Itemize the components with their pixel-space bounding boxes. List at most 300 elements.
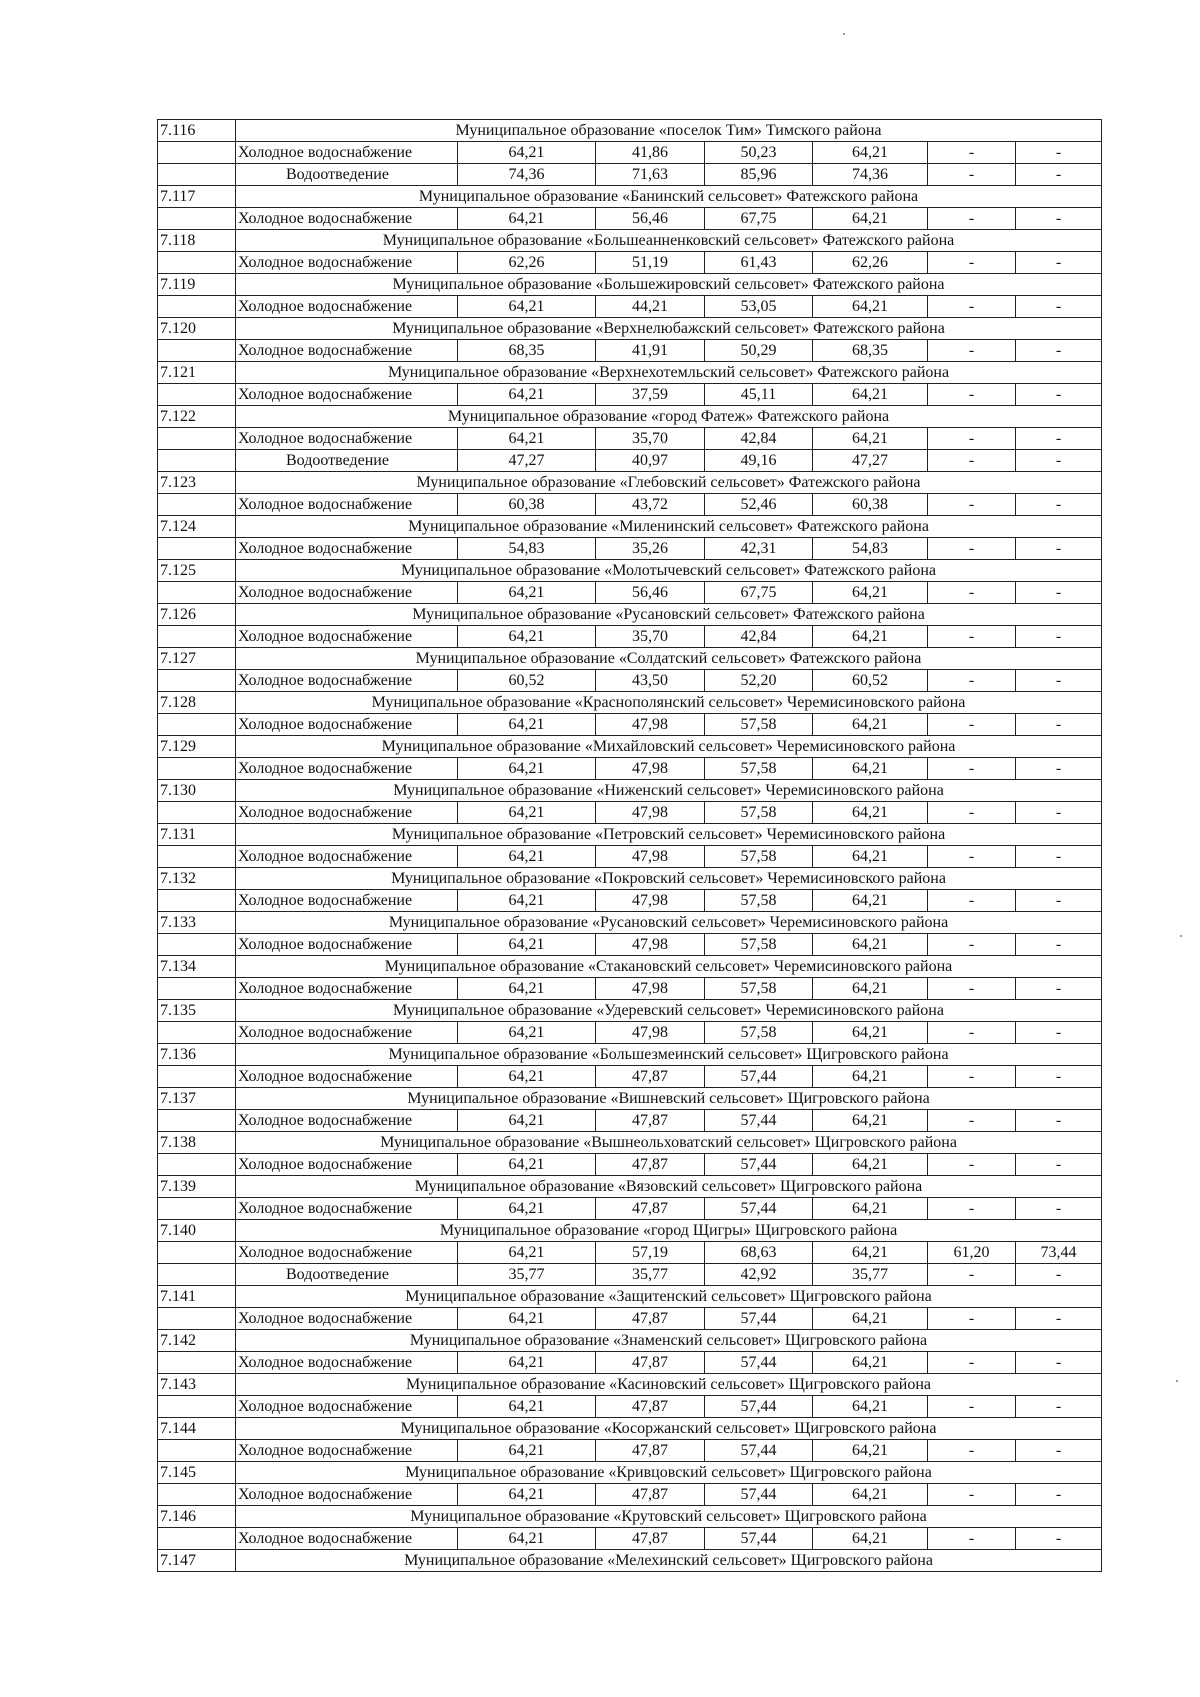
tariff-value: 47,87	[596, 1066, 705, 1088]
tariff-value: 60,52	[813, 670, 928, 692]
service-name: Холодное водоснабжение	[236, 714, 458, 736]
tariff-value: -	[1016, 1484, 1102, 1506]
tariff-value: 47,87	[596, 1308, 705, 1330]
empty-number-cell	[158, 142, 236, 164]
tariff-value: 64,21	[458, 1396, 596, 1418]
tariff-value: 47,27	[813, 450, 928, 472]
service-name: Холодное водоснабжение	[236, 1110, 458, 1132]
table-row	[158, 208, 1102, 230]
section-header-row	[158, 1330, 1102, 1352]
tariff-value: -	[928, 802, 1016, 824]
section-number: 7.133	[158, 912, 236, 934]
tariff-value: 35,77	[813, 1264, 928, 1286]
tariff-value: 64,21	[458, 802, 596, 824]
tariff-value: 42,92	[705, 1264, 813, 1286]
tariff-value: 64,21	[458, 384, 596, 406]
tariff-value: 47,87	[596, 1440, 705, 1462]
service-name: Холодное водоснабжение	[236, 1528, 458, 1550]
tariff-value: 64,21	[813, 890, 928, 912]
section-number: 7.138	[158, 1132, 236, 1154]
section-header-row	[158, 1132, 1102, 1154]
service-name: Холодное водоснабжение	[236, 340, 458, 362]
tariff-value: -	[1016, 846, 1102, 868]
section-number: 7.146	[158, 1506, 236, 1528]
tariff-value: -	[928, 384, 1016, 406]
scan-speck	[843, 33, 845, 35]
section-title: Муниципальное образование «Солдатский сельсовет» Фатежского района	[236, 648, 1102, 670]
tariff-value: 42,84	[705, 626, 813, 648]
service-name: Водоотведение	[236, 164, 458, 186]
section-title: Муниципальное образование «Краснополянский сельсовет» Черемисиновского района	[236, 692, 1102, 714]
tariff-value: 68,35	[813, 340, 928, 362]
empty-number-cell	[158, 890, 236, 912]
tariff-value: 52,20	[705, 670, 813, 692]
tariff-value: 64,21	[813, 1352, 928, 1374]
tariff-value: 47,87	[596, 1198, 705, 1220]
tariff-value: 57,58	[705, 714, 813, 736]
table-row	[158, 450, 1102, 472]
table-row	[158, 164, 1102, 186]
service-name: Холодное водоснабжение	[236, 252, 458, 274]
tariff-value: -	[928, 1484, 1016, 1506]
section-header-row	[158, 1044, 1102, 1066]
tariff-value: -	[928, 978, 1016, 1000]
section-title: Муниципальное образование «Миленинский сельсовет» Фатежского района	[236, 516, 1102, 538]
service-name: Водоотведение	[236, 450, 458, 472]
section-number: 7.123	[158, 472, 236, 494]
table-row	[158, 1484, 1102, 1506]
tariff-value: -	[928, 296, 1016, 318]
tariff-value: -	[1016, 340, 1102, 362]
section-title: Муниципальное образование «Глебовский сельсовет» Фатежского района	[236, 472, 1102, 494]
tariff-value: -	[1016, 296, 1102, 318]
service-name: Холодное водоснабжение	[236, 1198, 458, 1220]
tariff-value: 57,44	[705, 1528, 813, 1550]
tariff-value: 64,21	[813, 428, 928, 450]
section-title: Муниципальное образование «Вязовский сельсовет» Щигровского района	[236, 1176, 1102, 1198]
tariff-value: -	[928, 164, 1016, 186]
service-name: Холодное водоснабжение	[236, 538, 458, 560]
service-name: Холодное водоснабжение	[236, 1396, 458, 1418]
section-header-row	[158, 824, 1102, 846]
tariff-value: 41,91	[596, 340, 705, 362]
table-row	[158, 714, 1102, 736]
section-number: 7.121	[158, 362, 236, 384]
section-title: Муниципальное образование «Мелехинский сельсовет» Щигровского района	[236, 1550, 1102, 1572]
tariff-value: -	[1016, 934, 1102, 956]
tariff-value: 47,98	[596, 758, 705, 780]
section-title: Муниципальное образование «Покровский сельсовет» Черемисиновского района	[236, 868, 1102, 890]
tariff-value: 45,11	[705, 384, 813, 406]
tariff-value: 57,58	[705, 934, 813, 956]
tariff-value: -	[1016, 428, 1102, 450]
tariff-value: -	[928, 1440, 1016, 1462]
tariff-value: -	[1016, 626, 1102, 648]
table-row	[158, 1396, 1102, 1418]
section-header-row	[158, 406, 1102, 428]
tariff-value: 64,21	[813, 1022, 928, 1044]
tariff-value: 43,50	[596, 670, 705, 692]
tariff-value: -	[928, 1396, 1016, 1418]
tariff-value: 57,44	[705, 1484, 813, 1506]
tariff-value: 64,21	[813, 1154, 928, 1176]
service-name: Холодное водоснабжение	[236, 428, 458, 450]
tariff-value: 68,35	[458, 340, 596, 362]
section-number: 7.116	[158, 120, 236, 142]
tariff-value: 50,23	[705, 142, 813, 164]
section-title: Муниципальное образование «Петровский сельсовет» Черемисиновского района	[236, 824, 1102, 846]
tariff-value: -	[1016, 1308, 1102, 1330]
section-title: Муниципальное образование «Банинский сельсовет» Фатежского района	[236, 186, 1102, 208]
service-name: Холодное водоснабжение	[236, 802, 458, 824]
tariff-value: 57,19	[596, 1242, 705, 1264]
section-header-row	[158, 1176, 1102, 1198]
tariff-value: 50,29	[705, 340, 813, 362]
tariff-value: 64,21	[458, 208, 596, 230]
section-number: 7.137	[158, 1088, 236, 1110]
section-number: 7.128	[158, 692, 236, 714]
tariff-value: -	[1016, 538, 1102, 560]
tariff-value: 42,84	[705, 428, 813, 450]
table-row	[158, 890, 1102, 912]
section-title: Муниципальное образование «Верхнехотемльский сельсовет» Фатежского района	[236, 362, 1102, 384]
section-number: 7.119	[158, 274, 236, 296]
service-name: Холодное водоснабжение	[236, 978, 458, 1000]
empty-number-cell	[158, 846, 236, 868]
tariff-value: 64,21	[458, 1154, 596, 1176]
table-row	[158, 1440, 1102, 1462]
tariff-value: -	[928, 890, 1016, 912]
empty-number-cell	[158, 802, 236, 824]
section-title: Муниципальное образование «Большеанненковский сельсовет» Фатежского района	[236, 230, 1102, 252]
tariff-value: 64,21	[458, 582, 596, 604]
service-name: Холодное водоснабжение	[236, 582, 458, 604]
table-row	[158, 1198, 1102, 1220]
empty-number-cell	[158, 1396, 236, 1418]
tariff-value: 57,44	[705, 1110, 813, 1132]
section-title: Муниципальное образование «Большезмеинский сельсовет» Щигровского района	[236, 1044, 1102, 1066]
tariff-value: 64,21	[458, 1528, 596, 1550]
tariff-value: 43,72	[596, 494, 705, 516]
tariff-value: 64,21	[458, 978, 596, 1000]
tariff-value: -	[1016, 758, 1102, 780]
section-header-row	[158, 868, 1102, 890]
tariff-value: 64,21	[813, 714, 928, 736]
tariff-value: 57,58	[705, 758, 813, 780]
tariff-value: -	[1016, 494, 1102, 516]
service-name: Холодное водоснабжение	[236, 1022, 458, 1044]
section-header-row	[158, 648, 1102, 670]
tariff-value: 57,44	[705, 1352, 813, 1374]
section-title: Муниципальное образование «Защитенский сельсовет» Щигровского района	[236, 1286, 1102, 1308]
section-title: Муниципальное образование «Русановский сельсовет» Фатежского района	[236, 604, 1102, 626]
section-title: Муниципальное образование «Вышнеольховатский сельсовет» Щигровского района	[236, 1132, 1102, 1154]
section-header-row	[158, 1000, 1102, 1022]
table-row	[158, 384, 1102, 406]
tariff-value: 47,27	[458, 450, 596, 472]
tariff-value: 64,21	[458, 1484, 596, 1506]
tariff-value: -	[928, 428, 1016, 450]
tariff-value: -	[928, 714, 1016, 736]
tariff-value: -	[928, 1022, 1016, 1044]
tariff-value: 64,21	[813, 582, 928, 604]
empty-number-cell	[158, 1264, 236, 1286]
section-title: Муниципальное образование «Стакановский сельсовет» Черемисиновского района	[236, 956, 1102, 978]
section-number: 7.125	[158, 560, 236, 582]
tariff-value: 64,21	[813, 846, 928, 868]
tariff-value: 64,21	[813, 384, 928, 406]
empty-number-cell	[158, 626, 236, 648]
section-header-row	[158, 1418, 1102, 1440]
tariff-value: 64,21	[458, 296, 596, 318]
tariff-value: 47,98	[596, 1022, 705, 1044]
tariff-value: 40,97	[596, 450, 705, 472]
table-row	[158, 978, 1102, 1000]
tariff-value: 60,38	[813, 494, 928, 516]
tariff-value: -	[1016, 142, 1102, 164]
tariff-value: 57,58	[705, 890, 813, 912]
tariff-value: 64,21	[458, 1066, 596, 1088]
tariff-value: -	[928, 1066, 1016, 1088]
tariff-value: -	[1016, 450, 1102, 472]
tariff-value: -	[1016, 164, 1102, 186]
empty-number-cell	[158, 1198, 236, 1220]
section-number: 7.117	[158, 186, 236, 208]
table-row	[158, 494, 1102, 516]
service-name: Холодное водоснабжение	[236, 296, 458, 318]
tariff-value: -	[1016, 890, 1102, 912]
empty-number-cell	[158, 340, 236, 362]
table-row	[158, 1066, 1102, 1088]
section-number: 7.134	[158, 956, 236, 978]
tariff-value: -	[1016, 1110, 1102, 1132]
tariff-value: 57,44	[705, 1066, 813, 1088]
tariff-value: 47,98	[596, 714, 705, 736]
tariff-value: -	[928, 208, 1016, 230]
tariff-value: 52,46	[705, 494, 813, 516]
tariff-value: 57,44	[705, 1396, 813, 1418]
tariff-table	[157, 119, 1102, 1572]
tariff-value: 64,21	[458, 1198, 596, 1220]
section-number: 7.131	[158, 824, 236, 846]
section-header-row	[158, 736, 1102, 758]
tariff-value: -	[1016, 1352, 1102, 1374]
tariff-value: 35,77	[458, 1264, 596, 1286]
tariff-value: 64,21	[458, 428, 596, 450]
section-number: 7.126	[158, 604, 236, 626]
tariff-value: -	[1016, 670, 1102, 692]
section-number: 7.132	[158, 868, 236, 890]
tariff-value: -	[1016, 714, 1102, 736]
section-header-row	[158, 274, 1102, 296]
service-name: Холодное водоснабжение	[236, 1242, 458, 1264]
table-row	[158, 582, 1102, 604]
section-title: Муниципальное образование «Касиновский сельсовет» Щигровского района	[236, 1374, 1102, 1396]
tariff-value: 64,21	[813, 978, 928, 1000]
tariff-value: 62,26	[813, 252, 928, 274]
tariff-value: 47,98	[596, 802, 705, 824]
empty-number-cell	[158, 1528, 236, 1550]
tariff-value: 64,21	[813, 296, 928, 318]
tariff-value: 61,20	[928, 1242, 1016, 1264]
tariff-value: 49,16	[705, 450, 813, 472]
tariff-value: 54,83	[813, 538, 928, 560]
tariff-value: 67,75	[705, 582, 813, 604]
tariff-value: -	[1016, 582, 1102, 604]
tariff-value: -	[928, 1308, 1016, 1330]
empty-number-cell	[158, 428, 236, 450]
section-title: Муниципальное образование «Большежировский сельсовет» Фатежского района	[236, 274, 1102, 296]
section-number: 7.136	[158, 1044, 236, 1066]
empty-number-cell	[158, 582, 236, 604]
empty-number-cell	[158, 934, 236, 956]
section-number: 7.124	[158, 516, 236, 538]
section-title: Муниципальное образование «Ниженский сельсовет» Черемисиновского района	[236, 780, 1102, 802]
tariff-value: 64,21	[458, 1022, 596, 1044]
tariff-value: 64,21	[813, 934, 928, 956]
section-header-row	[158, 1550, 1102, 1572]
tariff-value: -	[928, 538, 1016, 560]
service-name: Холодное водоснабжение	[236, 758, 458, 780]
tariff-value: -	[1016, 384, 1102, 406]
tariff-value: 64,21	[458, 890, 596, 912]
tariff-value: -	[928, 252, 1016, 274]
tariff-value: 64,21	[813, 1308, 928, 1330]
tariff-value: 54,83	[458, 538, 596, 560]
table-row	[158, 428, 1102, 450]
empty-number-cell	[158, 208, 236, 230]
tariff-value: -	[928, 1528, 1016, 1550]
table-row	[158, 296, 1102, 318]
table-row	[158, 626, 1102, 648]
tariff-value: 57,44	[705, 1198, 813, 1220]
tariff-value: -	[1016, 1264, 1102, 1286]
tariff-value: -	[1016, 252, 1102, 274]
service-name: Холодное водоснабжение	[236, 846, 458, 868]
tariff-value: 64,21	[458, 1308, 596, 1330]
table-row	[158, 846, 1102, 868]
tariff-value: 64,21	[813, 1066, 928, 1088]
section-header-row	[158, 604, 1102, 626]
tariff-value: 47,87	[596, 1396, 705, 1418]
tariff-value: 57,44	[705, 1440, 813, 1462]
section-number: 7.130	[158, 780, 236, 802]
section-number: 7.135	[158, 1000, 236, 1022]
empty-number-cell	[158, 450, 236, 472]
section-header-row	[158, 516, 1102, 538]
tariff-value: 42,31	[705, 538, 813, 560]
section-title: Муниципальное образование «Верхнелюбажский сельсовет» Фатежского района	[236, 318, 1102, 340]
service-name: Холодное водоснабжение	[236, 384, 458, 406]
tariff-value: -	[928, 340, 1016, 362]
tariff-value: -	[1016, 1066, 1102, 1088]
empty-number-cell	[158, 1154, 236, 1176]
section-number: 7.139	[158, 1176, 236, 1198]
tariff-value: 64,21	[458, 934, 596, 956]
section-header-row	[158, 1088, 1102, 1110]
tariff-value: -	[1016, 1396, 1102, 1418]
empty-number-cell	[158, 538, 236, 560]
tariff-value: 62,26	[458, 252, 596, 274]
table-row	[158, 1154, 1102, 1176]
empty-number-cell	[158, 1242, 236, 1264]
tariff-value: 85,96	[705, 164, 813, 186]
empty-number-cell	[158, 1440, 236, 1462]
tariff-value: -	[928, 1352, 1016, 1374]
service-name: Холодное водоснабжение	[236, 626, 458, 648]
section-number: 7.147	[158, 1550, 236, 1572]
tariff-value: 60,52	[458, 670, 596, 692]
table-body	[158, 120, 1102, 1572]
section-header-row	[158, 1462, 1102, 1484]
tariff-value: 44,21	[596, 296, 705, 318]
tariff-value: 67,75	[705, 208, 813, 230]
section-title: Муниципальное образование «Косоржанский сельсовет» Щигровского района	[236, 1418, 1102, 1440]
tariff-value: 64,21	[813, 802, 928, 824]
tariff-value: 53,05	[705, 296, 813, 318]
empty-number-cell	[158, 164, 236, 186]
section-title: Муниципальное образование «Молотычевский сельсовет» Фатежского района	[236, 560, 1102, 582]
empty-number-cell	[158, 384, 236, 406]
tariff-value: 64,21	[458, 626, 596, 648]
table-row	[158, 670, 1102, 692]
tariff-value: 64,21	[458, 758, 596, 780]
tariff-value: -	[1016, 802, 1102, 824]
section-header-row	[158, 780, 1102, 802]
tariff-value: 47,87	[596, 1154, 705, 1176]
tariff-value: 73,44	[1016, 1242, 1102, 1264]
section-number: 7.143	[158, 1374, 236, 1396]
tariff-value: 64,21	[458, 142, 596, 164]
section-header-row	[158, 230, 1102, 252]
empty-number-cell	[158, 758, 236, 780]
tariff-value: -	[928, 758, 1016, 780]
tariff-value: -	[928, 846, 1016, 868]
tariff-value: 64,21	[458, 1110, 596, 1132]
service-name: Холодное водоснабжение	[236, 1484, 458, 1506]
tariff-value: 57,44	[705, 1154, 813, 1176]
tariff-value: 64,21	[458, 1242, 596, 1264]
tariff-value: 61,43	[705, 252, 813, 274]
section-title: Муниципальное образование «Крутовский сельсовет» Щигровского района	[236, 1506, 1102, 1528]
tariff-value: -	[1016, 1154, 1102, 1176]
tariff-value: 64,21	[813, 1242, 928, 1264]
tariff-value: -	[1016, 1198, 1102, 1220]
tariff-value: -	[1016, 978, 1102, 1000]
section-number: 7.140	[158, 1220, 236, 1242]
tariff-value: 47,98	[596, 934, 705, 956]
empty-number-cell	[158, 714, 236, 736]
tariff-value: -	[1016, 1440, 1102, 1462]
service-name: Холодное водоснабжение	[236, 142, 458, 164]
section-number: 7.144	[158, 1418, 236, 1440]
tariff-value: 64,21	[813, 1440, 928, 1462]
section-title: Муниципальное образование «город Фатеж» Фатежского района	[236, 406, 1102, 428]
tariff-value: -	[1016, 208, 1102, 230]
tariff-value: 47,98	[596, 846, 705, 868]
empty-number-cell	[158, 670, 236, 692]
section-header-row	[158, 186, 1102, 208]
tariff-value: 35,26	[596, 538, 705, 560]
section-number: 7.127	[158, 648, 236, 670]
tariff-value: 56,46	[596, 582, 705, 604]
empty-number-cell	[158, 1352, 236, 1374]
tariff-value: -	[928, 450, 1016, 472]
section-title: Муниципальное образование «город Щигры» Щигровского района	[236, 1220, 1102, 1242]
tariff-value: 57,58	[705, 1022, 813, 1044]
tariff-value: 64,21	[813, 1396, 928, 1418]
tariff-value: 47,87	[596, 1352, 705, 1374]
